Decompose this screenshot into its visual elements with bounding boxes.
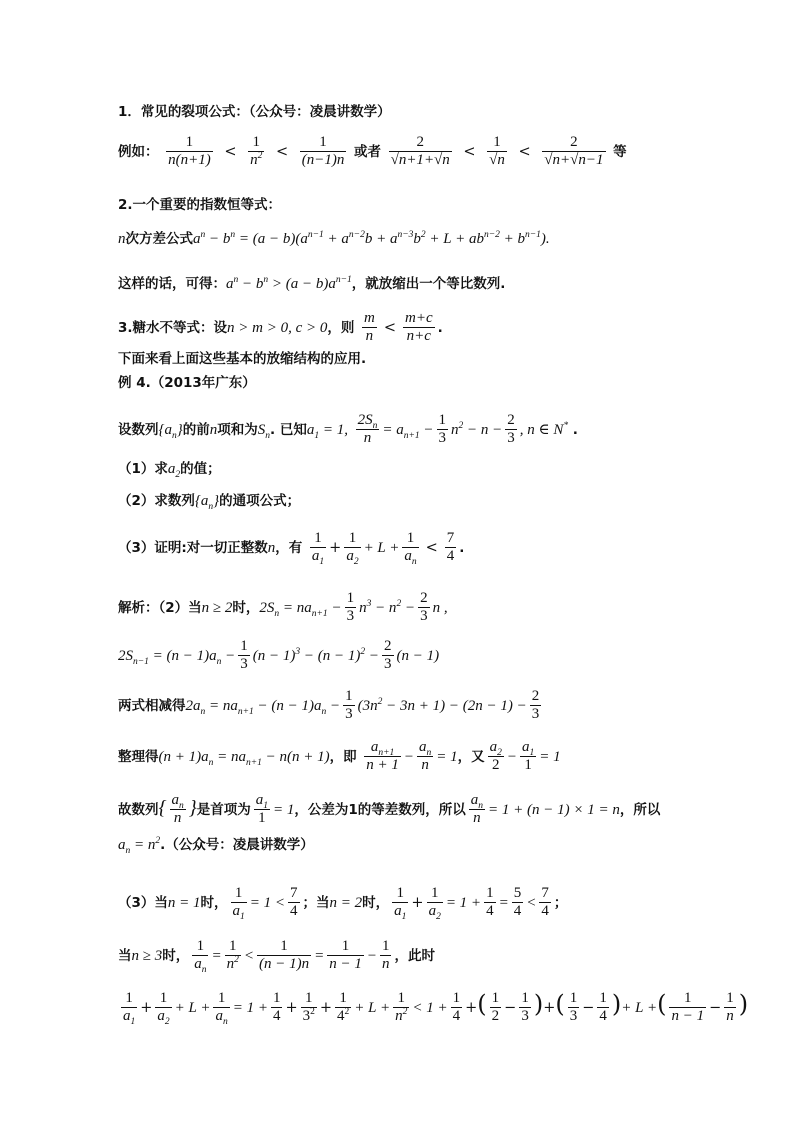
solution-line-1: 解析：（2）当n ≥ 2时，$2S_n = na_{n+1}$ − $\frac{1}{3}$ $n^3 - n^2$ − $\frac{2}{3}$ n , [118,590,448,625]
solution-line-7: （3）当n = 1时， $\frac{1}{a_1}$ = 1 < $\frac{7}{4}$ ；当n = 2时， $\frac{1}{a_1}$ + $\frac{1}{a_2}$ = 1 + $\frac{1}{4}$ = $\frac{5}{4}$ < $\frac{7}{4}$ ； [118,885,568,923]
solution-line-9: $\frac{1}{a_1}$ + $\frac{1}{a_2}$ + L + $\frac{1}{a_n}$ = 1 + $\frac{1}{4}$ + $\frac{1}{3^2}$ + $\frac{1}{4^2}$ + L + $\frac{1}{n^2}$ < 1 + $\frac{1}{4}$ +( $\frac{1}{2}$ − $\frac{1}{3}$ )+( $\frac{1}{3}$ − $\frac{1}{4}$ )+ L +( $\frac{1}{n - 1}$ − $\frac{1}{n}$ ) [123,989,749,1028]
sugar-water-inequality: 3.糖水不等式：设n > m > 0, c > 0，则 $\frac{m}{n}$ < $\frac{m+c}{n+c}$ . [118,310,443,345]
section-2-heading: 2.一个重要的指数恒等式： [118,197,282,213]
geometric-bound-line: 这样的话，可得：$a^n - b^n > (a - b)a^{n-1}$，就放缩出一个等比数列. [118,275,506,292]
split-term-example: 例如： $\frac{1}{n(n+1)}$ < $\frac{1}{n^2}$ < $\frac{1}{(n-1)n}$ 或者 $\frac{2}{√n+1+√n}$ < $\frac{1}{√n}$ < $\frac{2}{√n+√n-1}$ 等 [118,134,627,169]
solution-line-8: 当n ≥ 3时， $\frac{1}{a_n}$ = $\frac{1}{n^2}$ < $\frac{1}{(n - 1)n}$ = $\frac{1}{n - 1}$ − $\frac{1}{n}$ ，此时 [118,938,435,976]
example-4-title: 例 4.（2013年广东） [118,375,256,391]
solution-line-5: 故数列{ $\frac{a_n}{n}$ }是首项为 $\frac{a_1}{1}$ = 1，公差为1的等差数列，所以 $\frac{a_n}{n}$ = 1 + (n − 1) × 1 = n，所以 [118,792,661,827]
question-2: （2）求数列$\{a_n\}$的通项公式； [118,493,301,512]
solution-line-2: $2S_{n-1} = (n - 1)a_n$ − $\frac{1}{3}$ $(n - 1)^3 - (n - 1)^2$ − $\frac{2}{3}$ (n − 1) [118,638,440,673]
solution-line-3: 两式相减得$2a_n = na_{n+1} - (n - 1)a_n$ − $\frac{1}{3}$ $(3n^2 - 3n + 1) - (2n - 1)$ − $\frac{2}{3}$ [118,688,540,723]
transition-text: 下面来看上面这些基本的放缩结构的应用. [118,351,367,367]
solution-line-6: $a_n = n^2$.（公众号：凌晨讲数学） [118,836,314,856]
problem-statement: 设数列$\{a_n\}$的前n项和为$S_n$. 已知$a_1 = 1$, $\frac{2S_n}{n}$ = $a_{n+1}$ − $\frac{1}{3}$ $n^2 - n$ − $\frac{2}{3}$ , n ∈ N* . [118,412,578,447]
solution-line-4: 整理得$(n + 1)a_n = na_{n+1} - n(n + 1)$，即 $\frac{a_{n+1}}{n + 1}$ − $\frac{a_n}{n}$ = 1，又 $\frac{a_2}{2}$ − $\frac{a_1}{1}$ = 1 [118,739,561,774]
question-1: （1）求$a_2$的值； [118,461,221,480]
section-1-heading: 1．常见的裂项公式：（公众号：凌晨讲数学） [118,104,391,120]
question-3: （3）证明:对一切正整数n，有 $\frac{1}{a_1}$ + $\frac{1}{a_2}$ + L + $\frac{1}{a_n}$ < $\frac{7}{4}$ . [118,530,465,568]
power-difference-formula: n次方差公式$a^n - b^n = (a - b)(a^{n-1} + a^{n-2}b + a^{n-3}b^2 + L + ab^{n-2} + b^{n-1})$. [118,230,550,247]
